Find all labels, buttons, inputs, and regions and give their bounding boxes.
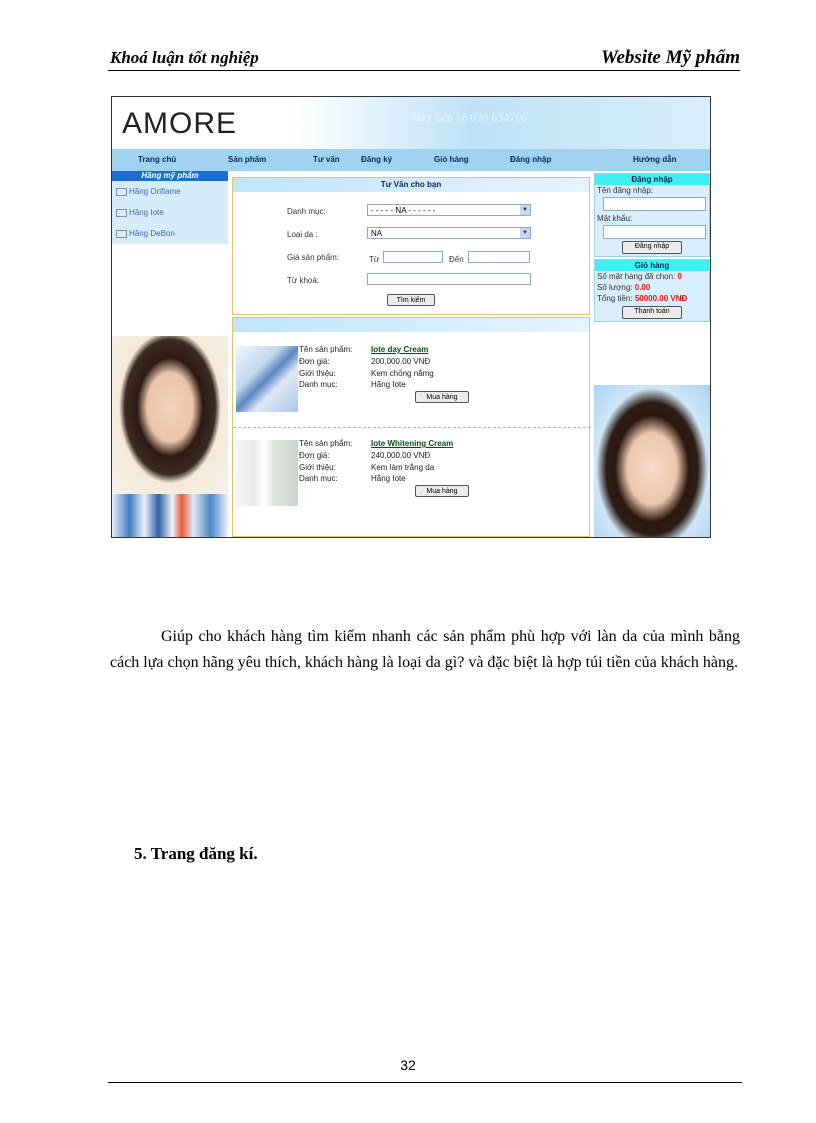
logo[interactable]: AMORE — [122, 107, 238, 140]
hotline-text: Hãy liên hệ 038 834706 — [412, 110, 528, 124]
cart-total-label: Tổng tiền: — [597, 294, 633, 303]
model-photo-left — [112, 336, 228, 494]
login-box — [594, 173, 710, 257]
products-panel — [232, 317, 590, 537]
cosmetics-photo — [112, 494, 228, 538]
folder-icon — [116, 230, 127, 238]
paragraph-text: Giúp cho khách hàng tìm kiếm nhanh các sản phẩm phù hợp với làn da của mình bằng cách lựa chọn hãng yêu thích, khách hàng là loại da gì? và đặc biệt là hợp túi tiền của khách hàng. — [110, 628, 740, 671]
product-price: 240,000.00 VNĐ — [371, 451, 431, 460]
product-category: Hãng Iote — [371, 474, 406, 483]
login-button[interactable]: Đăng nhập — [622, 241, 682, 254]
left-column — [112, 171, 228, 537]
cart-total-row — [595, 293, 709, 304]
product-name[interactable]: Iote day Cream — [371, 345, 429, 354]
chevron-down-icon: ▼ — [520, 228, 530, 238]
cart-total-value: 50000.00 VNĐ — [634, 294, 688, 303]
banner — [112, 97, 710, 149]
product-price-label: Đơn giá: — [299, 451, 330, 460]
price-to-input[interactable] — [468, 251, 530, 263]
product-intro: Kem chống nắmg — [371, 369, 434, 378]
brand-label: Hãng Oriflame — [129, 187, 181, 196]
brand-label: Hãng DeBon — [129, 229, 175, 238]
section-heading: 5. Trang đăng kí. — [134, 844, 258, 863]
product-separator — [233, 427, 591, 428]
brand-label: Hãng Iote — [129, 208, 164, 217]
product-category-label: Danh mục: — [299, 380, 338, 389]
price-from-input[interactable] — [383, 251, 443, 263]
product-price: 200,000.00 VNĐ — [371, 357, 431, 366]
folder-icon — [116, 188, 127, 196]
cart-qty-row — [595, 282, 709, 293]
cart-items-label: Số mặt hàng đã chọn: — [597, 272, 676, 281]
center-column — [232, 177, 590, 537]
body-paragraph — [110, 624, 740, 676]
main-nav — [112, 149, 710, 171]
page-number: 32 — [400, 1057, 416, 1073]
checkout-button[interactable]: Thanh toán — [622, 306, 682, 319]
nav-cart[interactable]: Giỏ hàng — [434, 155, 469, 164]
product-category: Hãng Iote — [371, 380, 406, 389]
cart-items-value: 0 — [677, 272, 682, 281]
cart-qty-label: Số lượng: — [597, 283, 633, 292]
product-image[interactable] — [236, 440, 298, 506]
product-intro: Kem làm trắng da — [371, 463, 435, 472]
nav-products[interactable]: Sản phẩm — [228, 155, 267, 164]
cart-qty-value: 0.00 — [634, 283, 651, 292]
folder-icon — [116, 209, 127, 217]
skin-value: NA — [371, 229, 383, 238]
buy-button[interactable]: Mua hàng — [415, 391, 469, 403]
chevron-down-icon: ▼ — [520, 205, 530, 215]
category-label: Danh mục: — [287, 207, 326, 216]
product-intro-label: Giới thiệu: — [299, 369, 336, 378]
price-label: Giá sản phẩm: — [287, 253, 340, 262]
product-category-label: Danh mục: — [299, 474, 338, 483]
model-photo-right — [594, 385, 710, 537]
cart-box — [594, 259, 710, 322]
consult-panel — [232, 177, 590, 315]
product-name-label: Tên sản phẩm: — [299, 439, 353, 448]
username-label: Tên đăng nhập: — [597, 186, 654, 195]
product-card — [233, 430, 591, 530]
products-title-bar — [233, 318, 589, 332]
nav-home[interactable]: Trang chủ — [138, 155, 177, 164]
product-name-label: Tên sản phẩm: — [299, 345, 353, 354]
right-column — [594, 173, 710, 537]
product-name[interactable]: Iote Whitening Cream — [371, 439, 454, 448]
keyword-input[interactable] — [367, 273, 531, 285]
brand-item[interactable] — [112, 181, 228, 202]
product-intro-label: Giới thiệu: — [299, 463, 336, 472]
website-screenshot — [111, 96, 711, 538]
brands-title: Hãng mỹ phẩm — [112, 171, 228, 181]
search-button[interactable]: Tìm kiếm — [387, 294, 435, 306]
header-left-title: Khoá luận tốt nghiệp — [110, 48, 259, 67]
buy-button[interactable]: Mua hàng — [415, 485, 469, 497]
header-right-title: Website Mỹ phẩm — [601, 47, 740, 68]
password-input[interactable] — [603, 225, 706, 239]
footer-rule — [108, 1082, 742, 1083]
consult-title: Tư Vấn cho bạn — [233, 178, 589, 192]
brand-item[interactable] — [112, 223, 228, 244]
skin-select[interactable] — [367, 227, 531, 239]
brand-item[interactable] — [112, 202, 228, 223]
nav-login[interactable]: Đăng nhập — [510, 155, 552, 164]
header-rule — [108, 70, 740, 71]
product-price-label: Đơn giá: — [299, 357, 330, 366]
category-select[interactable] — [367, 204, 531, 216]
from-label: Từ — [369, 255, 380, 264]
login-title: Đăng nhập — [595, 174, 709, 185]
to-label: Đến — [449, 255, 464, 264]
nav-guide[interactable]: Hướng dẫn — [633, 155, 677, 164]
cart-title: Giỏ hàng — [595, 260, 709, 271]
product-image[interactable] — [236, 346, 298, 412]
category-value: - - - - - NA - - - - - - — [371, 206, 436, 215]
skin-label: Loại da : — [287, 230, 318, 239]
password-label: Mật khẩu: — [597, 214, 633, 223]
nav-register[interactable]: Đăng ký — [361, 155, 393, 164]
username-input[interactable] — [603, 197, 706, 211]
nav-consult[interactable]: Tư vấn — [313, 155, 340, 164]
keyword-label: Từ khoá: — [287, 276, 320, 285]
cart-items-row — [595, 271, 709, 282]
product-card — [233, 334, 591, 424]
